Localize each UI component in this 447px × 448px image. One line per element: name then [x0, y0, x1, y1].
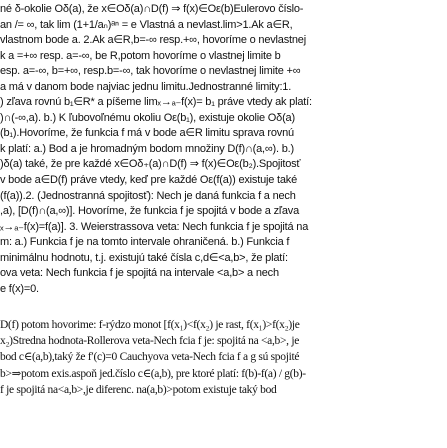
notes-line: k a =+∞ resp. a=-∞, be R,potom hovoríme o vlastnej limite b	[0, 49, 281, 62]
notes-line: ₓ→ₐ₋f(x)=f(a)]. 3. Weierstrassova veta: Nech funkcia f je spojitá na	[0, 220, 309, 233]
notes-line: an /= ∞, tak lim (1+1/aₙ)ᵃⁿ = e Vlastná a nevlast.lim>1.Ak a∈R,	[0, 18, 293, 31]
notes-serif-block	[0, 317, 447, 398]
notes-line: minimálnu hodnotu, t.j. existujú také čísla c,d∈<a,b>, že platí:	[0, 251, 288, 264]
notes-line: vlastnom bode a. 2.Ak a∈R,b=-∞ resp.+∞, hovoríme o nevlastnej	[0, 34, 306, 47]
notes-line: bod c∈(a,b),taký že f′(c)=0 Cauchyova veta-Nech fcia f a g sú spojité	[0, 351, 300, 364]
notes-line: v bode a∈D(f) práve vtedy, keď pre každé Oε(f(a)) existuje také	[0, 174, 298, 187]
notes-line: ova veta: Nech funkcia f je spojitá na intervale <a,b> a nech	[0, 267, 279, 280]
notes-line: D(f) potom hovorime: f-rýdzo monot [f(x₁)<f(x₂) je rast, f(x₁)>f(x₂)je	[0, 319, 300, 331]
notes-line: (f(a)).2. (Jednostranná spojitosť): Nech je daná funkcia f a nech	[0, 189, 296, 202]
notes-line: x₂)Stredna hodnota-Rollerova veta-Nech fcia f je: spojitá na <a,b>, je	[0, 335, 300, 348]
notes-line: )δ(a) také, že pre každé x∈Oδ₊(a)∩D(f) ⇒ f(x)∈Oε(b₂).Spojitosť	[0, 158, 301, 171]
notes-line: e f(x)=0.	[0, 282, 39, 295]
notes-line: ,a), [D(f)∩(a,∞)]. Hovoríme, že funkcia f je spojitá v bode a zľava	[0, 205, 300, 218]
notes-sans-block	[0, 2, 447, 297]
notes-line: k platí: a.) Bod a je hromadným bodom množiny D(f)∩(a,∞). b.)	[0, 142, 294, 155]
notes-line: m: a.) Funkcia f je na tomto intervale ohraničená. b.) Funkcia f	[0, 236, 290, 249]
notes-line: ) zľava rovnú b₁∈R* a píšeme limₓ→ₐ₋f(x)= b₁ práve vtedy ak platí:	[0, 96, 312, 109]
notes-line: a má v danom bode najviac jednu limitu.Jednostranné limity:1.	[0, 80, 292, 93]
notes-line: f je spojitá na<a,b>,je diferenc. na(a,b)>potom existuje taký bod	[0, 383, 277, 396]
notes-line: )∩(-∞,a). b.) K ľubovoľnému okoliu Oε(b₁), existuje okolie Oδ(a)	[0, 111, 295, 124]
notes-line: esp. a=-∞, b=+∞, resp.b=-∞, tak hovoríme o nevlastnej limite +∞	[0, 65, 301, 78]
notes-line: (b₁).Hovoríme, že funkcia f má v bode a∈R limitu sprava rovnú	[0, 127, 294, 140]
notes-line: b>⇒potom exis.aspoň jed.číslo c∈(a,b), pre ktoré platí: f(b)-f(a) / g(b)-	[0, 367, 306, 380]
notes-line: né δ-okolie Oδ(a), že x∈Oδ(a)∩D(f) ⇒ f(x)∈Oε(b)Eulerovo číslo-	[0, 3, 304, 15]
